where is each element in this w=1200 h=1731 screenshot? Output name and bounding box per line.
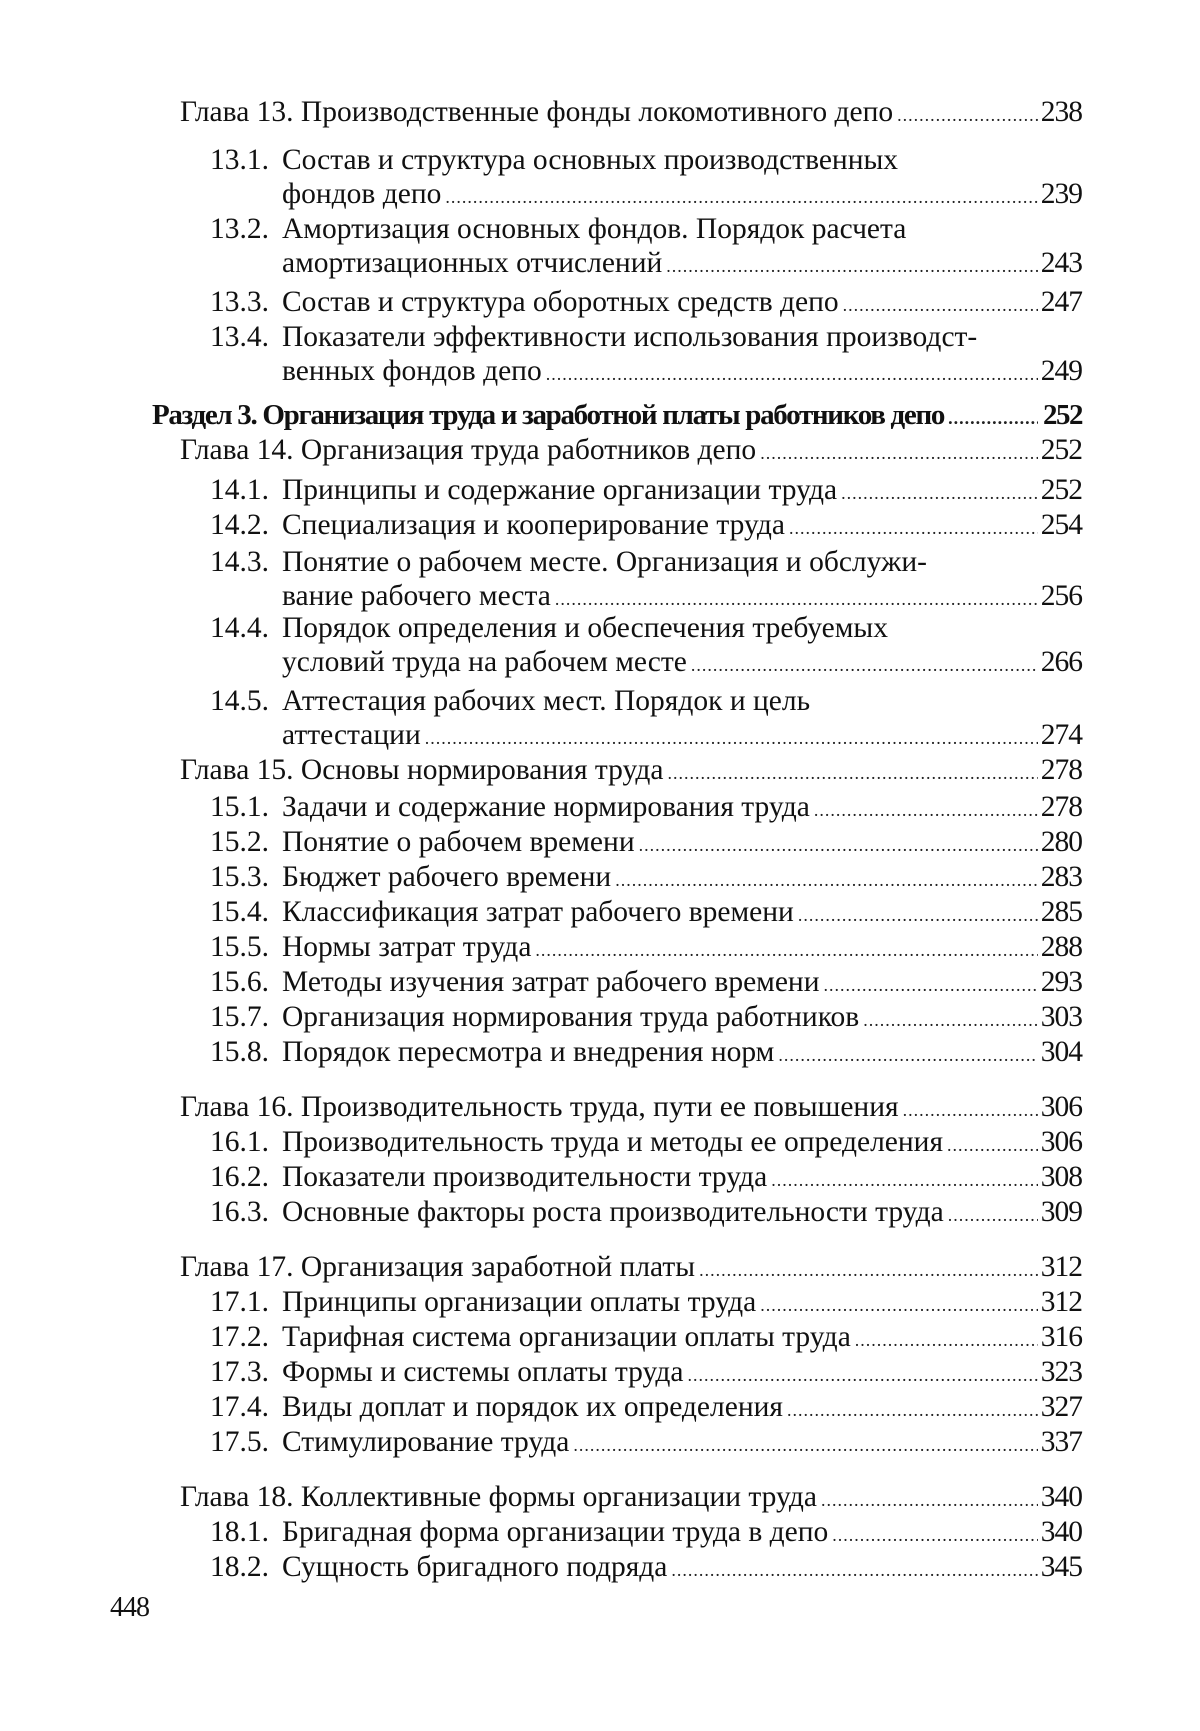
toc-line: [210, 1285, 1082, 1322]
page-ref: 323: [1040, 1356, 1082, 1388]
entry-title: Сущность бригадного подряда: [282, 1551, 668, 1583]
toc-line: [210, 895, 1082, 932]
entry-title: Состав и структура оборотных средств депо: [282, 286, 839, 318]
toc-line: [210, 1160, 1082, 1197]
page-number: 448: [110, 1592, 149, 1623]
entry-title: Бюджет рабочего времени: [282, 861, 612, 893]
entry-title: Бригадная форма организации труда в депо: [282, 1516, 829, 1548]
item-number: 15.8.: [210, 1036, 269, 1068]
dot-leader: [903, 1093, 1038, 1127]
toc-line: [210, 790, 1082, 827]
dot-leader: [760, 1288, 1038, 1322]
toc-line: [210, 1195, 1082, 1232]
entry-title: Принципы организации оплаты труда: [282, 1286, 757, 1318]
toc-line: [210, 354, 1082, 391]
entry-title: Раздел 3. Организация труда и заработной платы работников депо: [152, 399, 945, 431]
dot-leader: [789, 511, 1038, 545]
item-entry: [210, 320, 1082, 391]
page-ref: 252: [1040, 474, 1082, 506]
dot-leader: [535, 933, 1038, 967]
item-number: 17.5.: [210, 1426, 269, 1458]
item-number: 15.2.: [210, 826, 269, 858]
toc-line: [210, 143, 1082, 177]
entry-title: Специализация и кооперирование труда: [282, 509, 785, 541]
item-entry: [210, 1000, 1082, 1037]
entry-title: Порядок пересмотра и внедрения норм: [282, 1036, 775, 1068]
item-number: 15.6.: [210, 966, 269, 998]
toc-line: [210, 1125, 1082, 1162]
entry-title: Амортизация основных фондов. Порядок расчета: [282, 213, 907, 245]
toc-line: [210, 860, 1082, 897]
page-ref: 247: [1040, 286, 1082, 318]
section-entry: [152, 398, 1082, 435]
toc-line: [180, 1250, 1082, 1287]
dot-leader: [668, 756, 1038, 790]
entry-title: Глава 18. Коллективные формы организации труда: [180, 1481, 818, 1513]
toc-line: [210, 212, 1082, 246]
page-ref: 306: [1040, 1126, 1082, 1158]
page-ref: 266: [1040, 646, 1082, 678]
item-number: 13.4.: [210, 321, 269, 353]
toc-line: [210, 246, 1082, 283]
page-ref: 238: [1040, 96, 1082, 128]
page-ref: 285: [1040, 896, 1082, 928]
chapter-entry: [180, 753, 1082, 790]
page-ref: 316: [1040, 1321, 1082, 1353]
dot-leader: [787, 1393, 1038, 1427]
dot-leader: [948, 401, 1038, 435]
item-entry: [210, 1035, 1082, 1072]
item-number: 15.4.: [210, 896, 269, 928]
toc-line: [210, 285, 1082, 322]
toc-line: [210, 473, 1082, 510]
item-number: 13.1.: [210, 144, 269, 176]
dot-leader: [445, 180, 1038, 214]
entry-title: Глава 15. Основы нормирования труда: [180, 754, 664, 786]
item-entry: [210, 1425, 1082, 1462]
page-ref: 274: [1040, 719, 1082, 751]
item-entry: [210, 285, 1082, 322]
entry-title: Понятие о рабочем времени: [282, 826, 635, 858]
toc-line: [180, 753, 1082, 790]
toc-line: [210, 508, 1082, 545]
dot-leader: [832, 1518, 1038, 1552]
dot-leader: [666, 249, 1038, 283]
item-entry: [210, 1160, 1082, 1197]
item-entry: [210, 212, 1082, 283]
item-number: 18.1.: [210, 1516, 269, 1548]
dot-leader: [573, 1428, 1038, 1462]
item-entry: [210, 508, 1082, 545]
dot-leader: [821, 1483, 1038, 1517]
page-ref: 312: [1040, 1251, 1082, 1283]
item-entry: [210, 930, 1082, 967]
toc-line: [210, 1390, 1082, 1427]
page-ref: 337: [1040, 1426, 1082, 1458]
page-ref: 306: [1040, 1091, 1082, 1123]
toc-line: [210, 1355, 1082, 1392]
dot-leader: [671, 1553, 1038, 1587]
item-number: 17.4.: [210, 1391, 269, 1423]
entry-title: Аттестация рабочих мест. Порядок и цель: [282, 685, 811, 717]
entry-title: Показатели эффективности использования производст-: [282, 321, 978, 353]
item-entry: [210, 684, 1082, 755]
toc-line: [210, 320, 1082, 354]
item-entry: [210, 1195, 1082, 1232]
item-number: 17.2.: [210, 1321, 269, 1353]
dot-leader: [615, 863, 1038, 897]
item-entry: [210, 1285, 1082, 1322]
page-ref: 278: [1040, 754, 1082, 786]
chapter-entry: [180, 1480, 1082, 1517]
entry-title: фондов депо: [282, 178, 442, 210]
item-entry: [210, 1320, 1082, 1357]
dot-leader: [948, 1198, 1038, 1232]
dot-leader: [699, 1253, 1038, 1287]
item-entry: [210, 1550, 1082, 1587]
item-entry: [210, 825, 1082, 862]
item-number: 17.1.: [210, 1286, 269, 1318]
toc-line: [210, 1320, 1082, 1357]
toc-line: [210, 825, 1082, 862]
dot-leader: [425, 721, 1038, 755]
entry-title: Глава 16. Производительность труда, пути ее повышения: [180, 1091, 899, 1123]
dot-leader: [863, 1003, 1038, 1037]
toc-line: [180, 1480, 1082, 1517]
page-ref: 345: [1040, 1551, 1082, 1583]
toc-line: [210, 1425, 1082, 1462]
toc-line: [210, 545, 1082, 579]
dot-leader: [824, 968, 1038, 1002]
toc-line: [180, 95, 1082, 132]
page-ref: 239: [1040, 178, 1082, 210]
item-entry: [210, 1355, 1082, 1392]
entry-title: вание рабочего места: [282, 580, 551, 612]
page-ref: 278: [1040, 791, 1082, 823]
item-entry: [210, 611, 1082, 682]
entry-title: венных фондов депо: [282, 355, 542, 387]
page-ref: 249: [1040, 355, 1082, 387]
item-number: 14.4.: [210, 612, 269, 644]
entry-title: Тарифная система организации оплаты труда: [282, 1321, 851, 1353]
page-ref: 304: [1040, 1036, 1082, 1068]
chapter-entry: [180, 1090, 1082, 1127]
page-ref: 252: [1043, 399, 1082, 431]
entry-title: Классификация затрат рабочего времени: [282, 896, 794, 928]
page-ref: 309: [1040, 1196, 1082, 1228]
toc-line: [210, 611, 1082, 645]
entry-title: Состав и структура основных производственных: [282, 144, 899, 176]
item-number: 14.3.: [210, 546, 269, 578]
entry-title: Нормы затрат труда: [282, 931, 532, 963]
page-ref: 252: [1040, 434, 1082, 466]
entry-title: Понятие о рабочем месте. Организация и обслужи-: [282, 546, 927, 578]
toc-line: [180, 433, 1082, 470]
dot-leader: [546, 357, 1038, 391]
toc-line: [210, 1550, 1082, 1587]
page-ref: 283: [1040, 861, 1082, 893]
item-number: 17.3.: [210, 1356, 269, 1388]
item-number: 15.1.: [210, 791, 269, 823]
item-number: 13.3.: [210, 286, 269, 318]
entry-title: условий труда на рабочем месте: [282, 646, 687, 678]
toc-line: [152, 398, 1082, 435]
item-number: 13.2.: [210, 213, 269, 245]
page-ref: 280: [1040, 826, 1082, 858]
item-entry: [210, 143, 1082, 214]
entry-title: Показатели производительности труда: [282, 1161, 768, 1193]
chapter-entry: [180, 95, 1082, 132]
item-number: 16.2.: [210, 1161, 269, 1193]
item-entry: [210, 895, 1082, 932]
toc-line: [210, 1000, 1082, 1037]
page-ref: 312: [1040, 1286, 1082, 1318]
page-ref: 327: [1040, 1391, 1082, 1423]
page-ref: 293: [1040, 966, 1082, 998]
dot-leader: [691, 648, 1038, 682]
dot-leader: [760, 436, 1038, 470]
toc-line: [210, 718, 1082, 755]
toc-line: [210, 684, 1082, 718]
item-entry: [210, 790, 1082, 827]
toc-line: [210, 645, 1082, 682]
page-ref: 340: [1040, 1481, 1082, 1513]
entry-title: Глава 17. Организация заработной платы: [180, 1251, 696, 1283]
dot-leader: [688, 1358, 1039, 1392]
item-entry: [210, 545, 1082, 616]
entry-title: Виды доплат и порядок их определения: [282, 1391, 783, 1423]
entry-title: аттестации: [282, 719, 421, 751]
chapter-entry: [180, 433, 1082, 470]
entry-title: Стимулирование труда: [282, 1426, 570, 1458]
item-number: 16.1.: [210, 1126, 269, 1158]
toc-line: [210, 1515, 1082, 1552]
item-number: 16.3.: [210, 1196, 269, 1228]
toc-line: [210, 177, 1082, 214]
item-entry: [210, 965, 1082, 1002]
item-entry: [210, 1390, 1082, 1427]
dot-leader: [843, 288, 1038, 322]
dot-leader: [855, 1323, 1038, 1357]
item-number: 18.2.: [210, 1551, 269, 1583]
entry-title: Организация нормирования труда работников: [282, 1001, 860, 1033]
item-entry: [210, 1515, 1082, 1552]
toc-line: [210, 1035, 1082, 1072]
entry-title: Глава 13. Производственные фонды локомотивного депо: [180, 96, 894, 128]
item-entry: [210, 1125, 1082, 1162]
entry-title: Задачи и содержание нормирования труда: [282, 791, 810, 823]
dot-leader: [778, 1038, 1038, 1072]
entry-title: амортизационных отчислений: [282, 247, 663, 279]
item-number: 14.1.: [210, 474, 269, 506]
dot-leader: [947, 1128, 1038, 1162]
item-number: 15.5.: [210, 931, 269, 963]
item-number: 14.5.: [210, 685, 269, 717]
entry-title: Методы изучения затрат рабочего времени: [282, 966, 820, 998]
dot-leader: [814, 793, 1038, 827]
item-entry: [210, 860, 1082, 897]
dot-leader: [841, 476, 1038, 510]
item-number: 14.2.: [210, 509, 269, 541]
item-number: 15.7.: [210, 1001, 269, 1033]
page-ref: 308: [1040, 1161, 1082, 1193]
toc-line: [210, 930, 1082, 967]
toc-line: [180, 1090, 1082, 1127]
page-ref: 303: [1040, 1001, 1082, 1033]
dot-leader: [798, 898, 1038, 932]
page-ref: 256: [1040, 580, 1082, 612]
dot-leader: [897, 98, 1038, 132]
page-ref: 340: [1040, 1516, 1082, 1548]
chapter-entry: [180, 1250, 1082, 1287]
entry-title: Основные факторы роста производительности труда: [282, 1196, 944, 1228]
entry-title: Порядок определения и обеспечения требуемых: [282, 612, 888, 644]
item-number: 15.3.: [210, 861, 269, 893]
dot-leader: [639, 828, 1038, 862]
toc-line: [210, 965, 1082, 1002]
entry-title: Формы и системы оплаты труда: [282, 1356, 684, 1388]
dot-leader: [771, 1163, 1038, 1197]
page-ref: 254: [1040, 509, 1082, 541]
page-ref: 288: [1040, 931, 1082, 963]
entry-title: Глава 14. Организация труда работников депо: [180, 434, 757, 466]
entry-title: Производительность труда и методы ее определения: [282, 1126, 944, 1158]
entry-title: Принципы и содержание организации труда: [282, 474, 838, 506]
page-ref: 243: [1040, 247, 1082, 279]
item-entry: [210, 473, 1082, 510]
